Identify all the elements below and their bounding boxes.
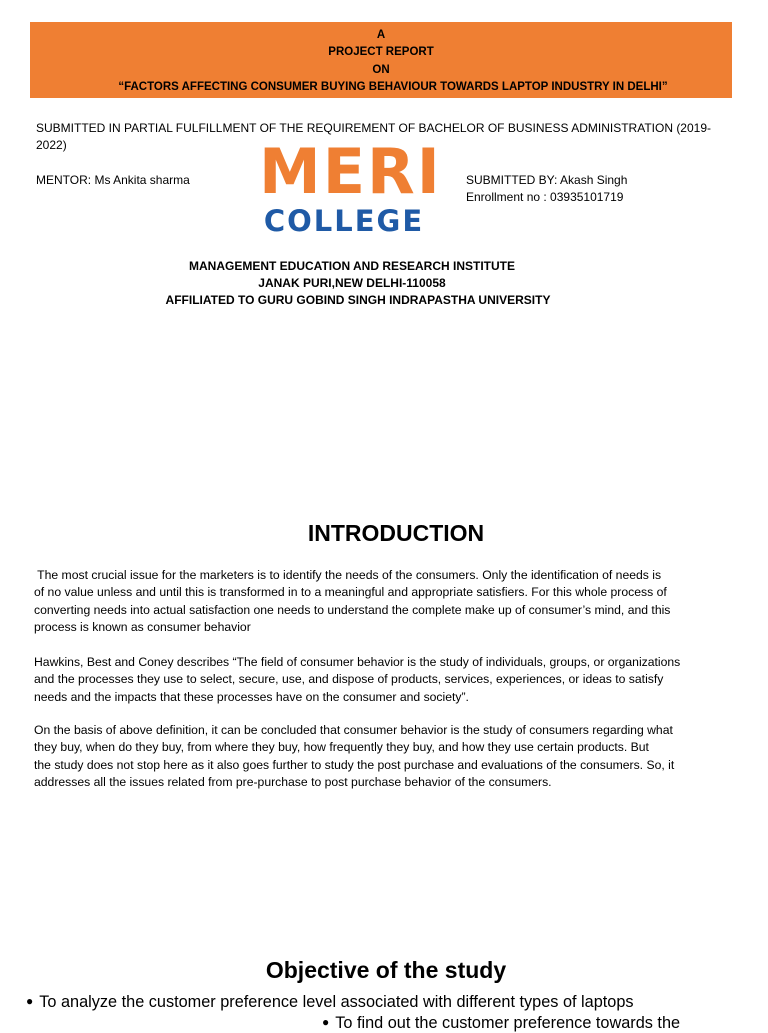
college-logo [259,135,442,239]
intro-p1-line: converting needs into actual satisfaction one needs to understand the complete make up of consumer’s mind, and this [34,602,671,617]
mentor-text: MENTOR: Ms Ankita sharma [36,173,190,187]
submitted-by-text: SUBMITTED BY: Akash Singh [466,173,628,187]
intro-p2-line: needs and the impacts that these processes have on the consumer and society”. [34,689,469,704]
institute-name: MANAGEMENT EDUCATION AND RESEARCH INSTITUTE [189,259,515,273]
intro-paragraph-2 [34,654,734,706]
submission-line-1: SUBMITTED IN PARTIAL FULFILLMENT OF THE REQUIREMENT OF BACHELOR OF BUSINESS ADMINISTRATION (2019- [36,121,711,135]
intro-p3-line: the study does not stop here as it also goes further to study the post purchase and evaluations of the consumers. So, it [34,757,675,772]
intro-p3-line: On the basis of above definition, it can be concluded that consumer behavior is the study of consumers regarding what [34,723,673,737]
banner-line-on: ON [372,64,390,76]
title-banner [30,22,732,98]
intro-p1-line: process is known as consumer behavior [34,619,251,634]
objective-heading: Objective of the study [265,957,507,983]
bullet-dot-icon: ● [26,994,34,1008]
banner-line-project-report: PROJECT REPORT [328,46,434,58]
objective-bullet-2 [322,1012,680,1033]
intro-p3-line: addresses all the issues related from pre-purchase to post purchase behavior of the consumers. [34,774,552,789]
intro-p1-line: of no value unless and until this is transformed in to a meaningful and appropriate satisfiers. For this whole process of [34,585,667,600]
introduction-heading: INTRODUCTION [307,520,485,546]
enrollment-text: Enrollment no : 03935101719 [466,190,624,204]
objective-bullet-1 [26,991,634,1012]
institute-affiliation: AFFILIATED TO GURU GOBIND SINGH INDRAPASTHA UNIVERSITY [165,293,551,307]
intro-p2-line: and the processes they use to select, secure, use, and dispose of products, services, experiences, or ideas to satisfy [34,672,664,687]
bullet-dot-icon: ● [322,1015,330,1029]
intro-p3-line: they buy, when do they buy, from where they buy, how frequently they buy, and how they use certain products. But [34,740,649,755]
intro-p1-line: The most crucial issue for the marketers is to identify the needs of the consumers. Only the identification of needs is [34,568,662,582]
institute-address: JANAK PURI,NEW DELHI-110058 [258,276,446,290]
submission-line-2: 2022) [36,138,67,152]
logo-college: COLLEGE [263,204,425,238]
logo-meri: MERI [259,135,442,208]
intro-paragraph-1 [34,567,734,636]
banner-line-a: A [376,29,386,41]
intro-paragraph-3 [34,722,734,791]
intro-p2-line: Hawkins, Best and Coney describes “The field of consumer behavior is the study of individuals, groups, or organizations [34,655,681,669]
objective-bullet-1-text: To analyze the customer preference level associated with different types of laptops [39,993,634,1011]
objective-bullet-2-text: To find out the customer preference towards the [335,1014,681,1032]
banner-report-title: “FACTORS AFFECTING CONSUMER BUYING BEHAVIOUR TOWARDS LAPTOP INDUSTRY IN DELHI” [118,81,668,93]
